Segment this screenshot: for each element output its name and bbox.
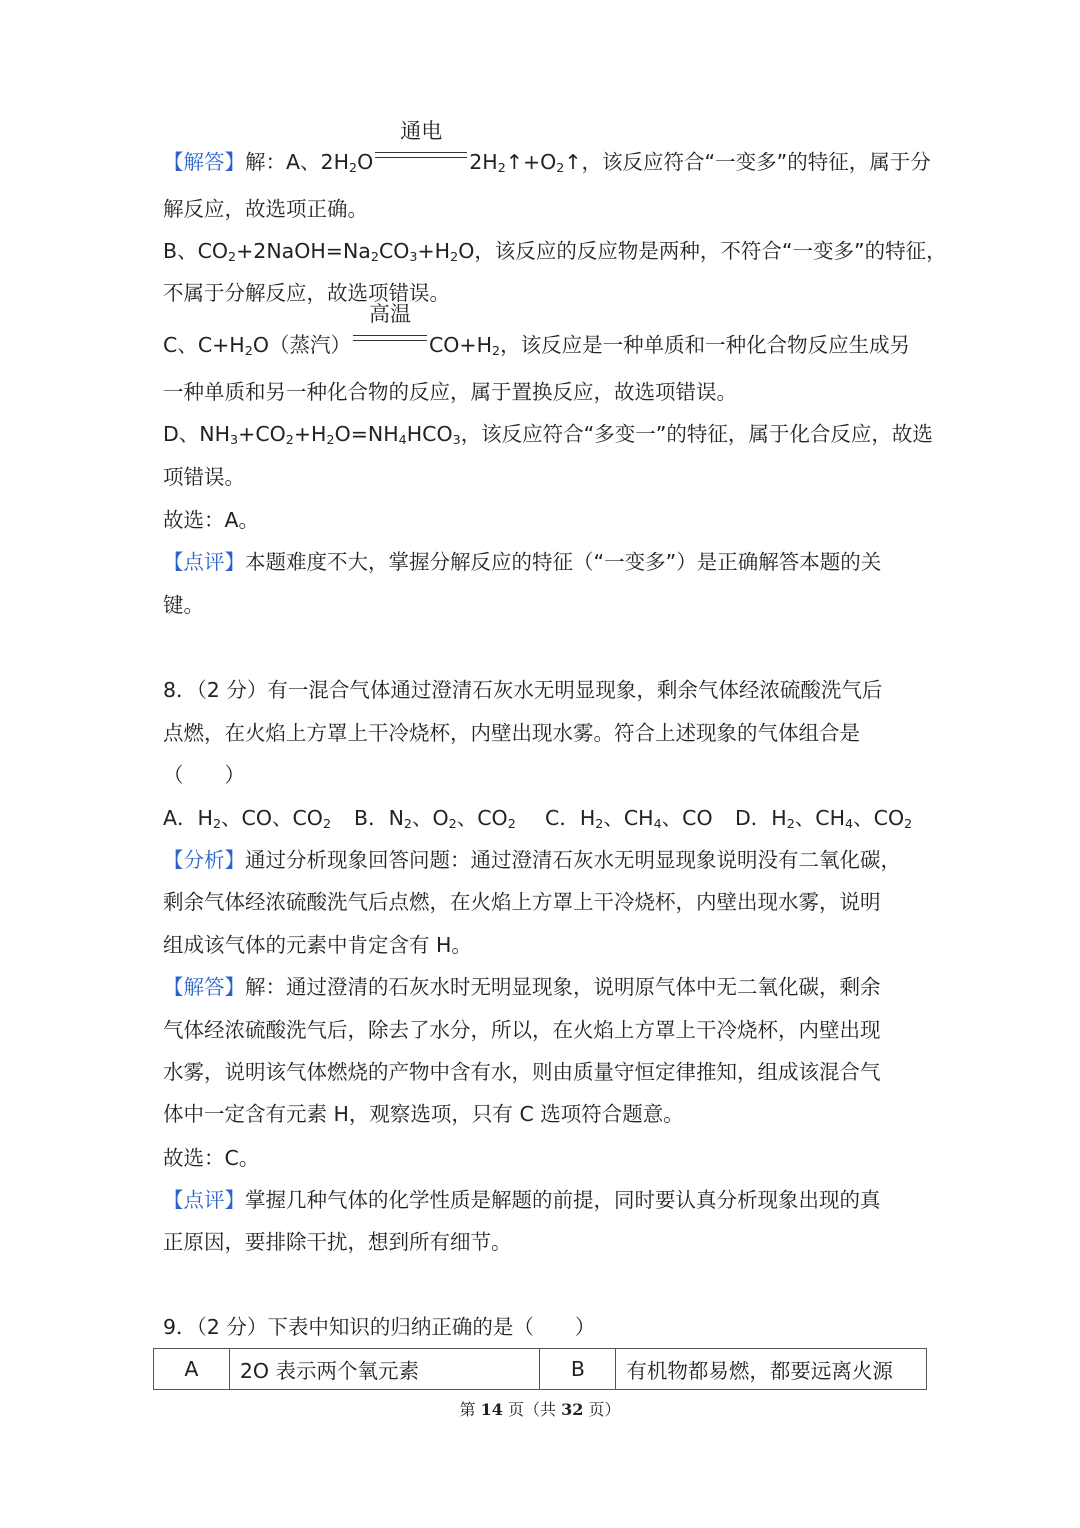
subscript: 2 [595,816,604,832]
subscript: 2 [212,816,222,832]
q8-stem-line-3: （ ） [163,763,245,787]
text-segment: ，该反应是一种单质和一种化合物反应生成另 [500,333,911,357]
text-segment: B．N [354,806,404,830]
text-segment: 本题难度不大，掌握分解反应的特征（“一变多”）是正确解答本题的关 [245,550,882,574]
q7-choice: 故选：A。 [163,508,260,532]
reaction-condition [375,119,467,169]
subscript: 2 [556,160,565,176]
text-segment: D、NH [163,422,231,446]
footer-text: 页） [583,1400,621,1419]
q8-option-d [735,806,913,832]
q7-answer-line-1 [163,119,931,176]
text-segment: 、CO [456,806,508,830]
subscript: 2 [403,816,412,832]
footer-text: 页（共 [502,1400,562,1419]
subscript: 2 [326,432,335,448]
text-segment: +H [417,239,451,263]
q8-option-c [545,806,713,832]
subscript: 2 [450,249,459,265]
q8-answer-line-4: 体中一定含有元素 H，观察选项，只有 C 选项符合题意。 [163,1102,684,1126]
text-segment: +H [293,422,327,446]
double-line-arrow [353,335,427,341]
subscript: 2 [322,816,332,832]
knowledge-table [153,1348,927,1390]
reaction-condition [353,302,427,352]
q8-review-line-1 [163,1190,881,1211]
q8-answer-line-1 [163,977,881,998]
q7-answer-line-2: 解反应，故选项正确。 [163,197,368,221]
subscript: 3 [452,432,461,448]
text-segment: HCO [406,422,453,446]
q7-answer-line-8: 项错误。 [163,465,245,489]
text-segment: +CO [238,422,286,446]
q8-option-b [354,806,516,832]
q8-analysis-line-1 [163,850,901,871]
q7-answer-line-3 [163,239,947,265]
subscript: 2 [904,816,913,832]
subscript: 4 [398,432,407,448]
text-segment: 、CH [603,806,654,830]
text-segment: CO+H [428,333,493,357]
text-segment: 2H [469,150,498,174]
table-row [154,1349,927,1390]
text-segment: O=NH [334,422,399,446]
subscript: 2 [370,249,379,265]
table-cell-key: A [154,1349,230,1390]
q8-stem-line-2: 点燃，在火焰上方罩上干冷烧杯，内壁出现水雾。符合上述现象的气体组合是 [163,721,860,745]
q8-choice: 故选：C。 [163,1146,260,1170]
condition-label: 通电 [400,119,443,143]
review-tag: 【点评】 [163,550,245,574]
subscript: 2 [448,816,457,832]
text-segment: 解：通过澄清的石灰水时无明显现象，说明原气体中无二氧化碳，剩余 [245,975,881,999]
text-segment: B、CO [163,239,229,263]
q8-analysis-line-2: 剩余气体经浓硫酸洗气后点燃，在火焰上方罩上干冷烧杯，内壁出现水雾，说明 [163,890,881,914]
q8-answer-line-2: 气体经浓硫酸洗气后，除去了水分，所以，在火焰上方罩上干冷烧杯，内壁出现 [163,1018,881,1042]
text-segment: 、CO [661,806,713,830]
subscript: 4 [653,816,662,832]
table-cell-key: B [540,1349,616,1390]
subscript: 2 [244,343,253,359]
text-segment: ，该反应符合“多变一”的特征，属于化合反应，故选 [460,422,933,446]
text-segment: 解：A、2H [245,150,349,174]
q7-answer-line-5 [163,302,911,359]
analysis-tag: 【分析】 [163,848,245,872]
page-total: 32 [561,1400,584,1419]
text-segment: C．H [545,806,596,830]
subscript: 2 [285,432,294,448]
text-segment: 、O [412,806,449,830]
subscript: 2 [492,343,501,359]
text-segment: 、CO、CO [221,806,323,830]
text-segment: CO [378,239,410,263]
text-segment: O，该反应的反应物是两种，不符合“一变多”的特征， [458,239,947,263]
text-segment: C、C+H [163,333,245,357]
subscript: 2 [348,160,358,176]
text-segment: D．H [735,806,787,830]
q8-stem-line-1: 8．（2 分）有一混合气体通过澄清石灰水无明显现象，剩余气体经浓硫酸洗气后 [163,678,883,702]
text-segment: ↑，该反应符合“一变多”的特征，属于分 [564,150,931,174]
text-segment: 通过分析现象回答问题：通过澄清石灰水无明显现象说明没有二氧化碳， [245,848,901,872]
q7-answer-line-7 [163,422,933,448]
subscript: 2 [497,160,506,176]
table-cell-value: 有机物都易燃，都要远离火源 [616,1349,927,1390]
text-segment: ↑+O [505,150,557,174]
text-segment: O（蒸汽） [252,333,351,357]
page-footer [0,1397,1080,1420]
text-segment: 、CH [794,806,846,830]
page-number: 14 [480,1400,503,1419]
text-segment: +2NaOH=Na [236,239,371,263]
q7-review-line-2: 键。 [163,593,204,617]
text-segment: 、CO [853,806,905,830]
review-tag: 【点评】 [163,1188,245,1212]
q7-answer-line-6: 一种单质和另一种化合物的反应，属于置换反应，故选项错误。 [163,380,737,404]
subscript: 3 [409,249,418,265]
q8-answer-line-3: 水雾，说明该气体燃烧的产物中含有水，则由质量守恒定律推知，组成该混合气 [163,1060,881,1084]
answer-tag: 【解答】 [163,150,245,174]
subscript: 2 [786,816,795,832]
q9-stem: 9．（2 分）下表中知识的归纳正确的是（ ） [163,1315,596,1339]
q8-option-a [163,806,332,832]
q7-answer-line-4: 不属于分解反应，故选项错误。 [163,281,450,305]
text-segment: O [357,150,374,174]
q8-review-line-2: 正原因，要排除干扰，想到所有细节。 [163,1230,512,1254]
text-segment: 掌握几种气体的化学性质是解题的前提，同时要认真分析现象出现的真 [245,1188,881,1212]
condition-label: 高温 [368,302,411,326]
q7-review-line-1 [163,552,881,573]
footer-text: 第 [459,1400,481,1419]
table-cell-value: 2O 表示两个氧元素 [229,1349,540,1390]
q8-analysis-line-3: 组成该气体的元素中肯定含有 H。 [163,933,472,957]
double-line-arrow [375,152,467,158]
subscript: 2 [507,816,516,832]
answer-tag: 【解答】 [163,975,245,999]
subscript: 2 [228,249,237,265]
text-segment: A．H [163,806,213,830]
subscript: 3 [230,432,239,448]
subscript: 4 [845,816,854,832]
